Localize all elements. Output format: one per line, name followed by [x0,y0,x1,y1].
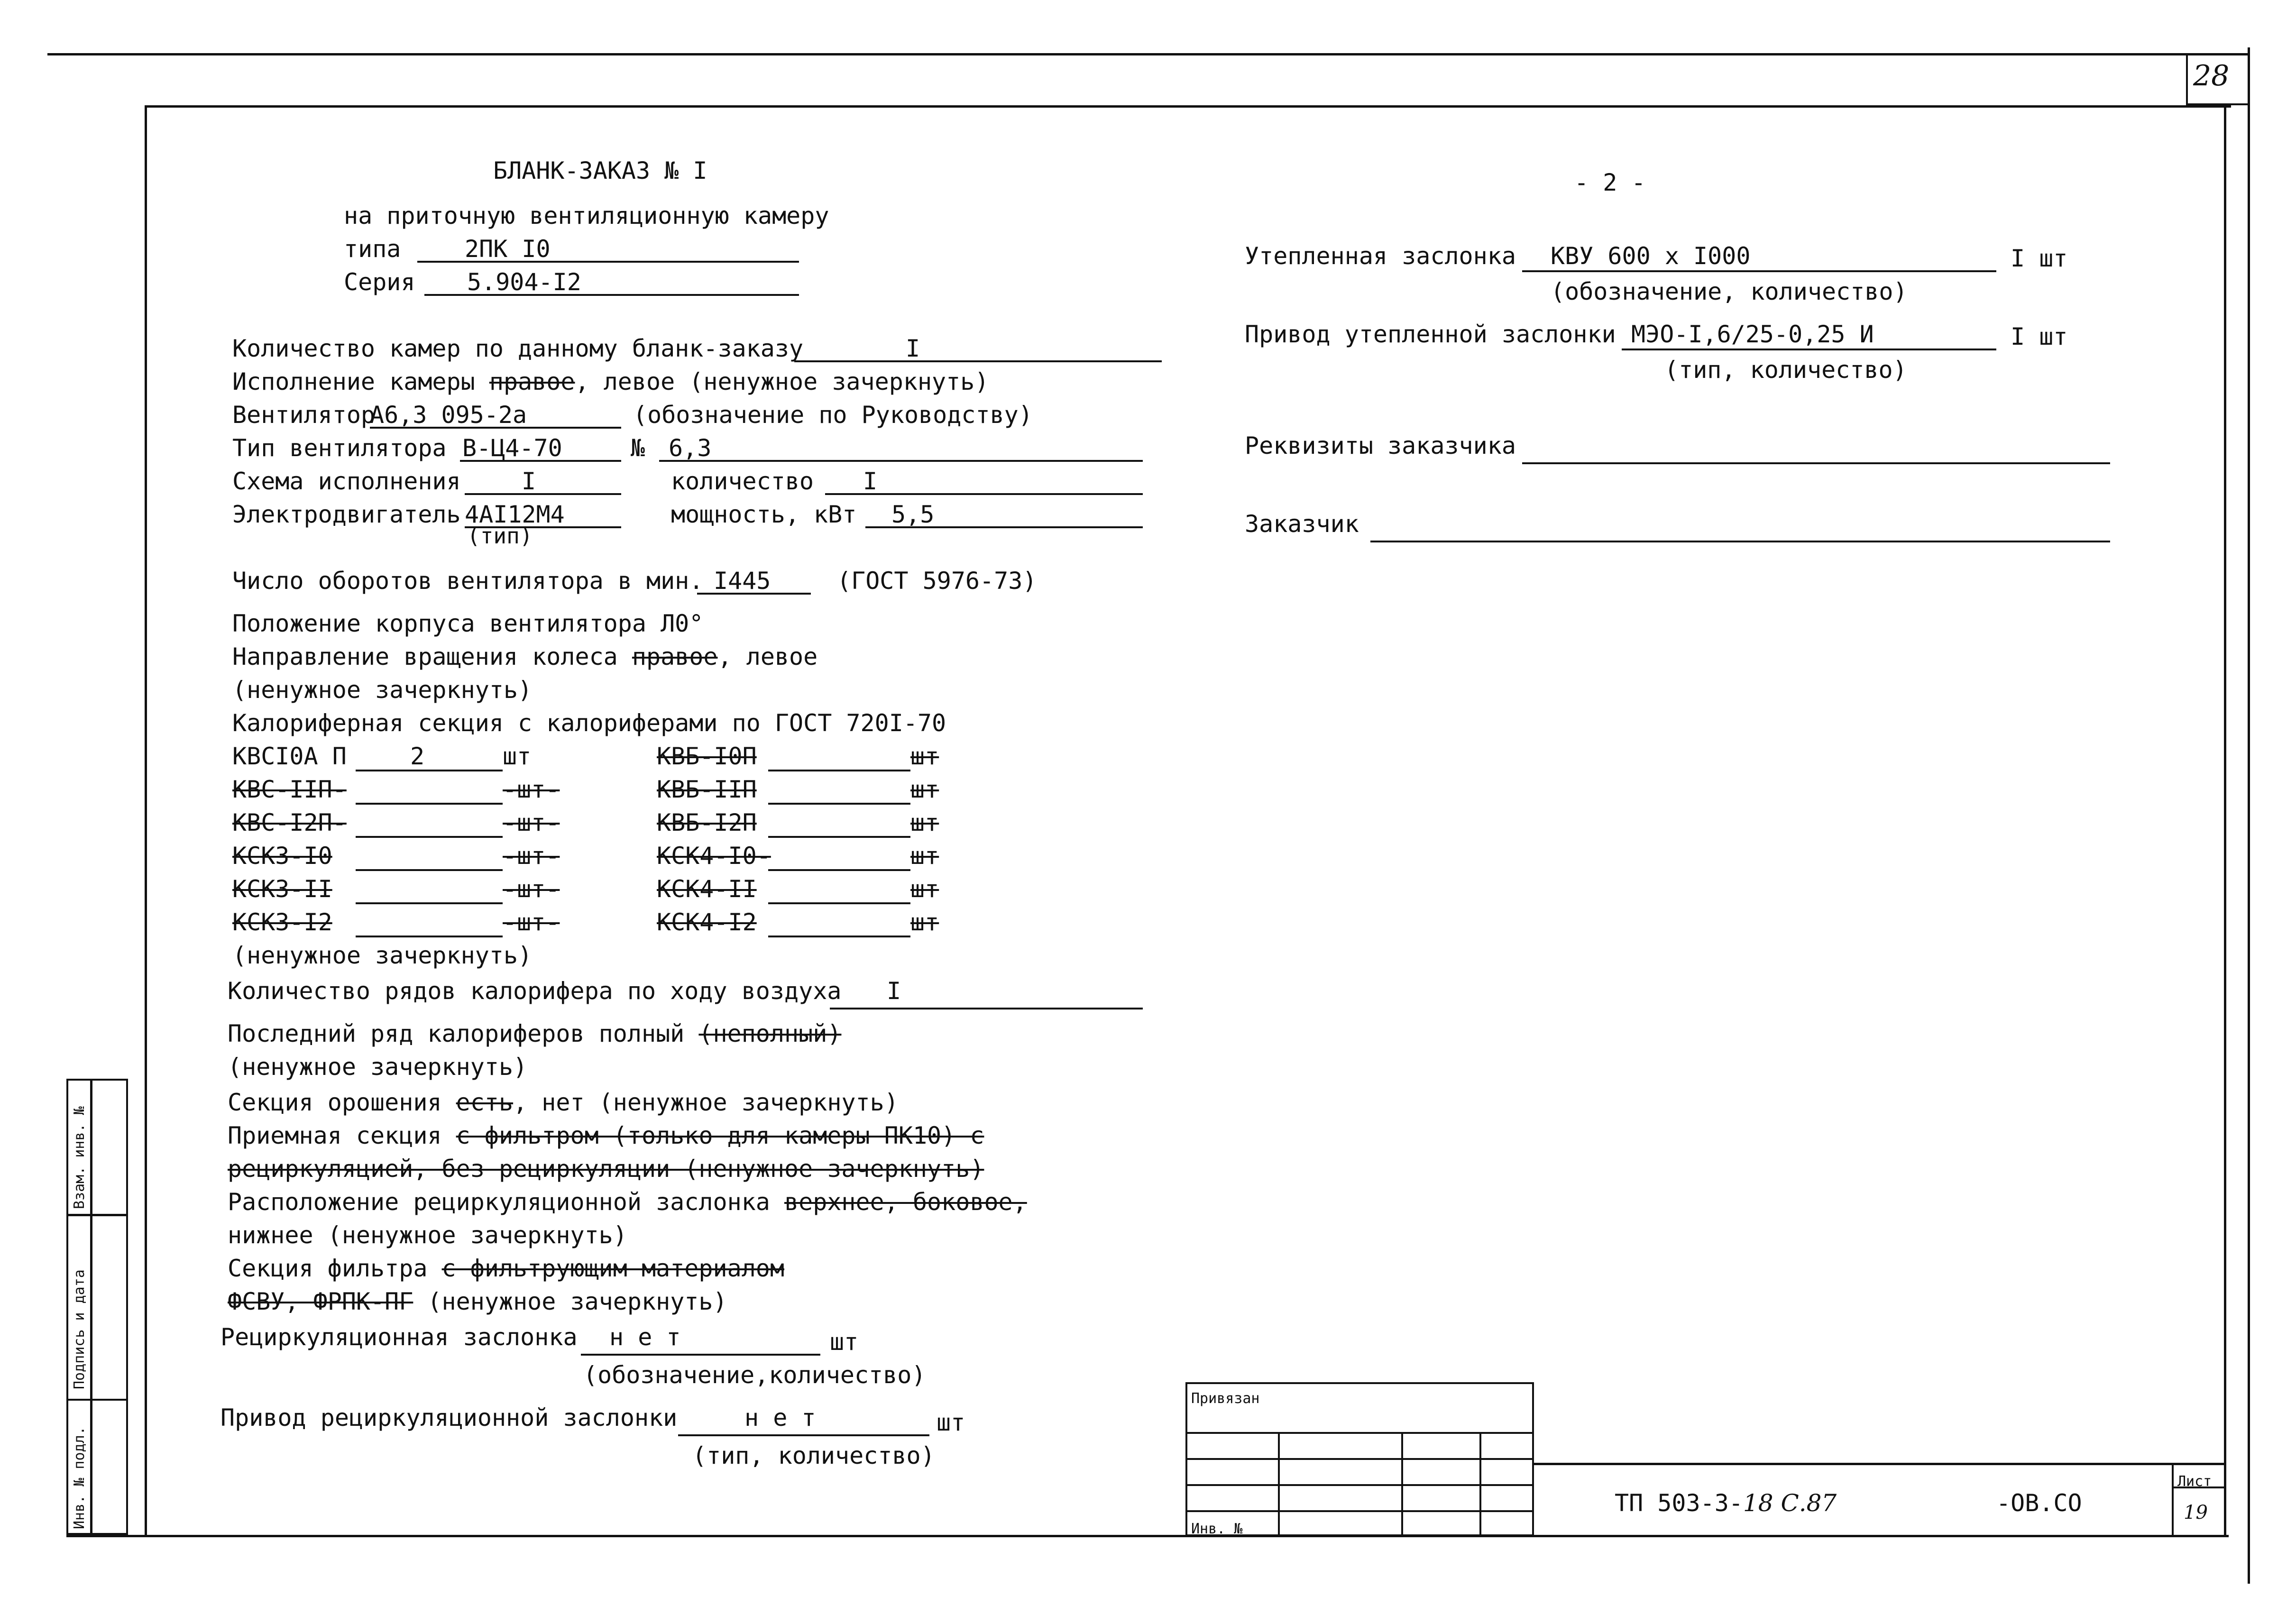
tied-col3 [1479,1432,1481,1536]
damper-label: Утепленная заслонка [1245,242,1516,270]
heater-left-value[interactable]: 2 [410,743,425,770]
customer-label: Заказчик [1245,510,1359,538]
recirc-damper-value[interactable]: н е т [609,1323,681,1351]
heater-right-unit: шт [910,776,939,803]
power-label: мощность, кВт [671,501,857,528]
side-replace-inv: Взам. инв. № [71,1106,88,1209]
intake-prefix: Приемная секция [228,1122,442,1149]
qty-value[interactable]: I [906,335,920,362]
recirc-drive-value[interactable]: н е т [744,1404,816,1431]
power-value[interactable]: 5,5 [891,501,935,528]
rows-value[interactable]: I [887,977,901,1005]
recirc-pos-line2: нижнее (ненужное зачеркнуть) [228,1221,627,1249]
heater-left-unit: -шт- [503,875,560,903]
heater-label: Калориферная секция с калориферами по ГОСТ 720I-70 [232,709,946,737]
tied-col2 [1401,1432,1403,1536]
drive-note: (тип, количество) [1664,356,1907,384]
tied-row2 [1185,1458,1534,1460]
rpm-label: Число оборотов вентилятора в мин. [232,567,704,595]
series-label: Серия [344,268,415,296]
page-marker: - 2 - [1574,169,1646,196]
rotation-suffix: , левое [717,643,818,670]
fan-type-label: Тип вентилятора [232,434,447,462]
recirc-pos-struck: верхнее, боковое, [784,1188,1027,1216]
irrigation-line [228,1088,899,1117]
heater-left-code: КВС-I2П- [232,809,347,836]
heater-left-code: КВС-IIП- [232,776,347,803]
rotation-struck: правое [632,643,718,670]
customer-underline [1370,541,2110,542]
fan-num-label: № [631,434,645,462]
filter-prefix: Секция фильтра [228,1255,428,1282]
intake-struck2: рециркуляцией, без рециркуляции (ненужное зачеркнуть) [228,1155,984,1183]
heater-left-unit: -шт- [503,776,560,803]
rows-label: Количество рядов калорифера по ходу воздуха [228,977,842,1005]
damper-unit: I шт [2011,245,2068,272]
side-sign-date: Подпись и дата [71,1269,88,1389]
filter-line2 [228,1287,727,1316]
rpm-note: (ГОСТ 5976-73) [837,567,1037,595]
rotation-note: (ненужное зачеркнуть) [232,676,533,704]
count-label: количество [671,468,814,495]
qty-underline [794,360,1162,362]
heater-left-code: КСК3-II [232,875,332,903]
recirc-damper-underline [581,1354,820,1356]
recirc-drive-label: Привод рециркуляционной заслонки [220,1404,678,1431]
heater-note: (ненужное зачеркнуть) [232,942,533,969]
fan-type-value[interactable]: В-Ц4-70 [462,434,562,462]
recirc-drive-unit: шт [937,1409,965,1436]
frame-top [145,105,2231,108]
doc-code [1615,1489,1837,1517]
last-row-note: (ненужное зачеркнуть) [228,1053,528,1081]
heater-right-underline [768,936,910,937]
rows-underline [830,1008,1143,1009]
heater-right-code: КВБ-IIП [657,776,757,803]
heater-right-code: КСК4-I0- [657,842,771,870]
type-label: типа [344,235,401,263]
damper-underline [1522,270,1996,272]
tied-row1 [1185,1432,1534,1434]
sheet-number: 28 [2193,59,2230,92]
fan-label: Вентилятор [232,401,376,429]
form-subtitle: на приточную вентиляционную камеру [344,202,829,229]
heater-right-underline [768,770,910,771]
frame-bottom [66,1535,2229,1537]
motor-sub: (тип) [467,523,533,549]
recirc-damper-unit: шт [830,1328,859,1356]
sheet-value: 19 [2184,1502,2208,1523]
requisites-label: Реквизиты заказчика [1245,432,1516,459]
exec-line [232,367,989,396]
fan-num-value[interactable]: 6,3 [669,434,712,462]
requisites-underline [1522,462,2110,464]
heater-right-underline [768,836,910,838]
heater-left-underline [356,869,503,871]
inv-label: Инв. № [1191,1521,1243,1537]
rpm-value[interactable]: I445 [714,567,771,595]
filter-struck2: ФСВУ, ФРПК-ПГ [228,1288,413,1315]
recirc-damper-note: (обозначение,количество) [583,1361,926,1389]
recirc-drive-note: (тип, количество) [692,1442,935,1469]
fan-value[interactable]: А6,3 095-2а [370,401,527,429]
qty-label: Количество камер по данному бланк-заказу [232,335,804,362]
intake-struck1: с фильтром (только для камеры ПК10) с [456,1122,984,1149]
frame-right [2224,105,2226,1537]
filter-suffix: (ненужное зачеркнуть) [427,1288,727,1315]
heater-right-code: КСК4-I2 [657,908,757,936]
heater-right-unit: шт [910,743,939,770]
irrigation-prefix: Секция орошения [228,1089,442,1116]
heater-left-unit: шт [503,743,532,770]
irrigation-struck: есть [456,1089,514,1116]
last-row-struck: (неполный) [698,1020,842,1047]
doc-code-printed: ТП 503-3- [1615,1489,1743,1517]
heater-left-underline [356,803,503,805]
heater-right-code: КВБ-I2П [657,809,757,836]
exec-prefix: Исполнение камеры [232,368,475,395]
heater-left-code: КСК3-I0 [232,842,332,870]
heater-left-underline [356,836,503,838]
exec-struck: правое [489,368,575,395]
heater-left-unit: -шт- [503,908,560,936]
motor-value[interactable]: 4АI12М4 [465,501,565,528]
scheme-value[interactable]: I [522,468,536,495]
last-row-line [228,1019,841,1048]
side-stamp-divider [90,1079,92,1535]
sheet-label: Лист [2177,1473,2212,1490]
series-value[interactable]: 5.904-I2 [467,268,581,296]
fan-note: (обозначение по Руководству) [633,401,1033,429]
heater-left-underline [356,936,503,937]
tied-row3 [1185,1484,1534,1486]
motor-label: Электродвигатель [232,501,461,528]
heater-right-unit: шт [910,875,939,903]
frame-right-outer [2248,47,2250,1584]
filter-line1 [228,1254,784,1283]
drive-value[interactable]: МЭО-I,6/25-0,25 И [1631,321,1874,348]
recirc-drive-underline [678,1434,929,1436]
frame-left [145,105,147,1537]
heater-left-code: КСК3-I2 [232,908,332,936]
heater-left-code: КВСI0А П [232,743,347,770]
form-title: БЛАНК-ЗАКАЗ № I [493,157,707,184]
rotation-line [232,642,817,671]
rotation-prefix: Направление вращения колеса [232,643,618,670]
side-inv-orig: Инв. № подл. [71,1426,88,1529]
heater-left-underline [356,770,503,771]
irrigation-suffix: , нет (ненужное зачеркнуть) [513,1089,899,1116]
filter-struck1: с фильтрующим материалом [441,1255,785,1282]
recirc-pos-line1 [228,1188,1027,1216]
drive-label: Привод утепленной заслонки [1245,321,1616,348]
main-stamp-sheet-divider [2172,1463,2174,1536]
fan-num-underline [659,460,1143,462]
heater-right-underline [768,869,910,871]
heater-right-underline [768,803,910,805]
heater-right-code: КСК4-II [657,875,757,903]
heater-left-unit: -шт- [503,842,560,870]
scheme-underline [465,493,621,495]
damper-value[interactable]: КВУ 600 х I000 [1551,242,1751,270]
last-row-prefix: Последний ряд калориферов полный [228,1020,685,1047]
type-value[interactable]: 2ПК I0 [465,235,551,263]
heater-left-unit: -шт- [503,809,560,836]
heater-left-underline [356,902,503,904]
heater-right-unit: шт [910,842,939,870]
tied-col1 [1278,1432,1280,1536]
damper-note: (обозначение, количество) [1551,278,1908,305]
drive-underline [1622,349,1996,350]
intake-line1 [228,1121,984,1150]
count-value[interactable]: I [863,468,878,495]
drive-unit: I шт [2011,323,2068,350]
tied-label: Привязан [1191,1390,1260,1407]
main-stamp-top [1534,1463,2226,1465]
heater-right-unit: шт [910,809,939,836]
heater-right-underline [768,902,910,904]
recirc-damper-label: Рециркуляционная заслонка [220,1323,578,1351]
position-label: Положение корпуса вентилятора Л0° [232,610,704,637]
exec-suffix: , левое (ненужное зачеркнуть) [575,368,989,395]
scheme-label: Схема исполнения [232,468,461,495]
doc-suffix: -ОВ.СО [1996,1489,2082,1517]
top-rule [47,53,2248,55]
doc-code-hand: 18 С.87 [1743,1489,1837,1517]
recirc-pos-prefix: Расположение рециркуляционной заслонка [228,1188,770,1216]
tied-row4 [1185,1510,1534,1512]
heater-right-code: КВБ-I0П [657,743,757,770]
heater-right-unit: шт [910,908,939,936]
